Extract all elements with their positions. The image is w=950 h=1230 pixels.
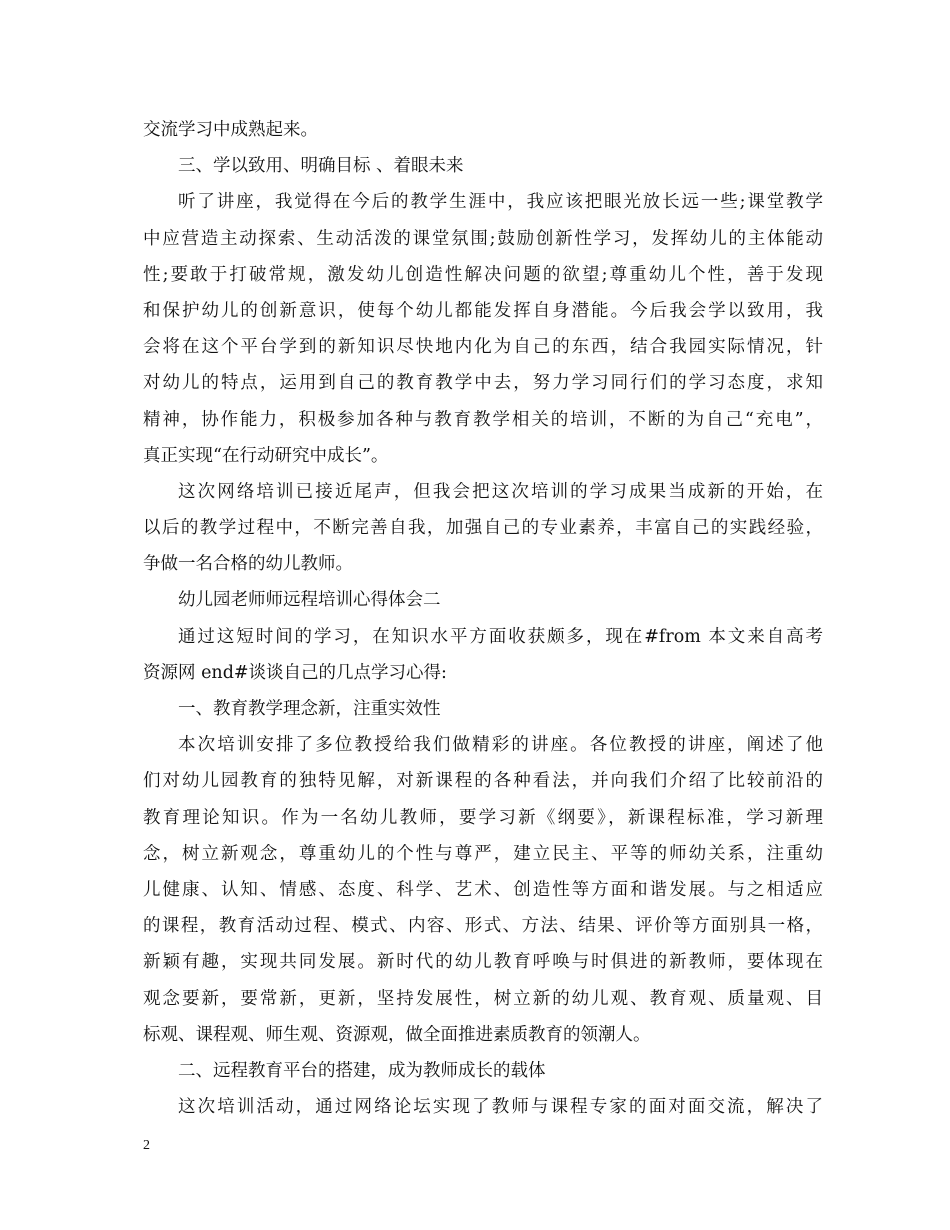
section-title: 幼儿园老师师远程培训心得体会二 — [178, 590, 441, 611]
text-line: 精神，协作能力，积极参加各种与教育教学相关的培训，不断的为自己“充电”， — [143, 409, 823, 430]
text-line: 会将在这个平台学到的新知识尽快地内化为自己的东西，结合我园实际情况，针 — [143, 337, 823, 358]
text-line: 这次培训活动，通过网络论坛实现了教师与课程专家的面对面交流，解决了 — [178, 1097, 823, 1118]
text-line: 的课程，教育活动过程、模式、内容、形式、方法、结果、评价等方面别具一格， — [143, 916, 823, 937]
text-line: 争做一名合格的幼儿教师。 — [143, 554, 353, 575]
section-heading: 三、学以致用、明确目标 、着眼未来 — [178, 156, 464, 177]
section-heading: 一、教育教学理念新，注重实效性 — [178, 699, 441, 719]
page-number: 2 — [143, 1138, 150, 1153]
text-line: 念，树立新观念，尊重幼儿的个性与尊严，建立民主、平等的师幼关系，注重幼 — [143, 843, 823, 864]
text-line: 对幼儿的特点，运用到自己的教育教学中去，努力学习同行们的学习态度，求知 — [143, 373, 823, 394]
section-heading: 二、远程教育平台的搭建，成为教师成长的载体 — [178, 1060, 546, 1081]
text-line: 听了讲座，我觉得在今后的教学生涯中，我应该把眼光放长远一些;课堂教学 — [178, 192, 823, 213]
text-line: 儿健康、认知、情感、态度、科学、艺术、创造性等方面和谐发展。与之相适应 — [143, 879, 823, 900]
text-line: 以后的教学过程中，不断完善自我，加强自己的专业素养，丰富自己的实践经验， — [143, 518, 823, 539]
text-line: 教育理论知识。作为一名幼儿教师，要学习新《纲要》，新课程标准，学习新理 — [143, 807, 823, 828]
text-line: 交流学习中成熟起来。 — [143, 120, 318, 140]
text-line: 本次培训安排了多位教授给我们做精彩的讲座。各位教授的讲座，阐述了他 — [178, 735, 823, 756]
text-line: 新颖有趣，实现共同发展。新时代的幼儿教育呼唤与时俱进的新教师，要体现在 — [143, 952, 823, 973]
text-line: 中应营造主动探索、生动活泼的课堂氛围;鼓励创新性学习，发挥幼儿的主体能动 — [143, 228, 823, 249]
text-line: 们对幼儿园教育的独特见解，对新课程的各种看法，并向我们介绍了比较前沿的 — [143, 771, 823, 792]
text-line: 标观、课程观、师生观、资源观，做全面推进素质教育的领潮人。 — [143, 1024, 651, 1045]
text-line: 观念要新，要常新，更新，坚持发展性，树立新的幼儿观、教育观、质量观、目 — [143, 988, 823, 1009]
text-line: 性;要敢于打破常规，激发幼儿创造性解决问题的欲望;尊重幼儿个性，善于发现 — [143, 264, 823, 285]
text-line: 通过这短时间的学习，在知识水平方面收获颇多，现在#from 本文来自高考 — [178, 626, 823, 647]
text-line: 资源网 end#谈谈自己的几点学习心得: — [143, 662, 447, 683]
text-line: 这次网络培训已接近尾声，但我会把这次培训的学习成果当成新的开始，在 — [178, 481, 823, 502]
document-body — [143, 112, 823, 1125]
text-line: 和保护幼儿的创新意识，使每个幼儿都能发挥自身潜能。今后我会学以致用，我 — [143, 300, 823, 321]
text-line: 真正实现“在行动研究中成长”。 — [143, 445, 389, 466]
